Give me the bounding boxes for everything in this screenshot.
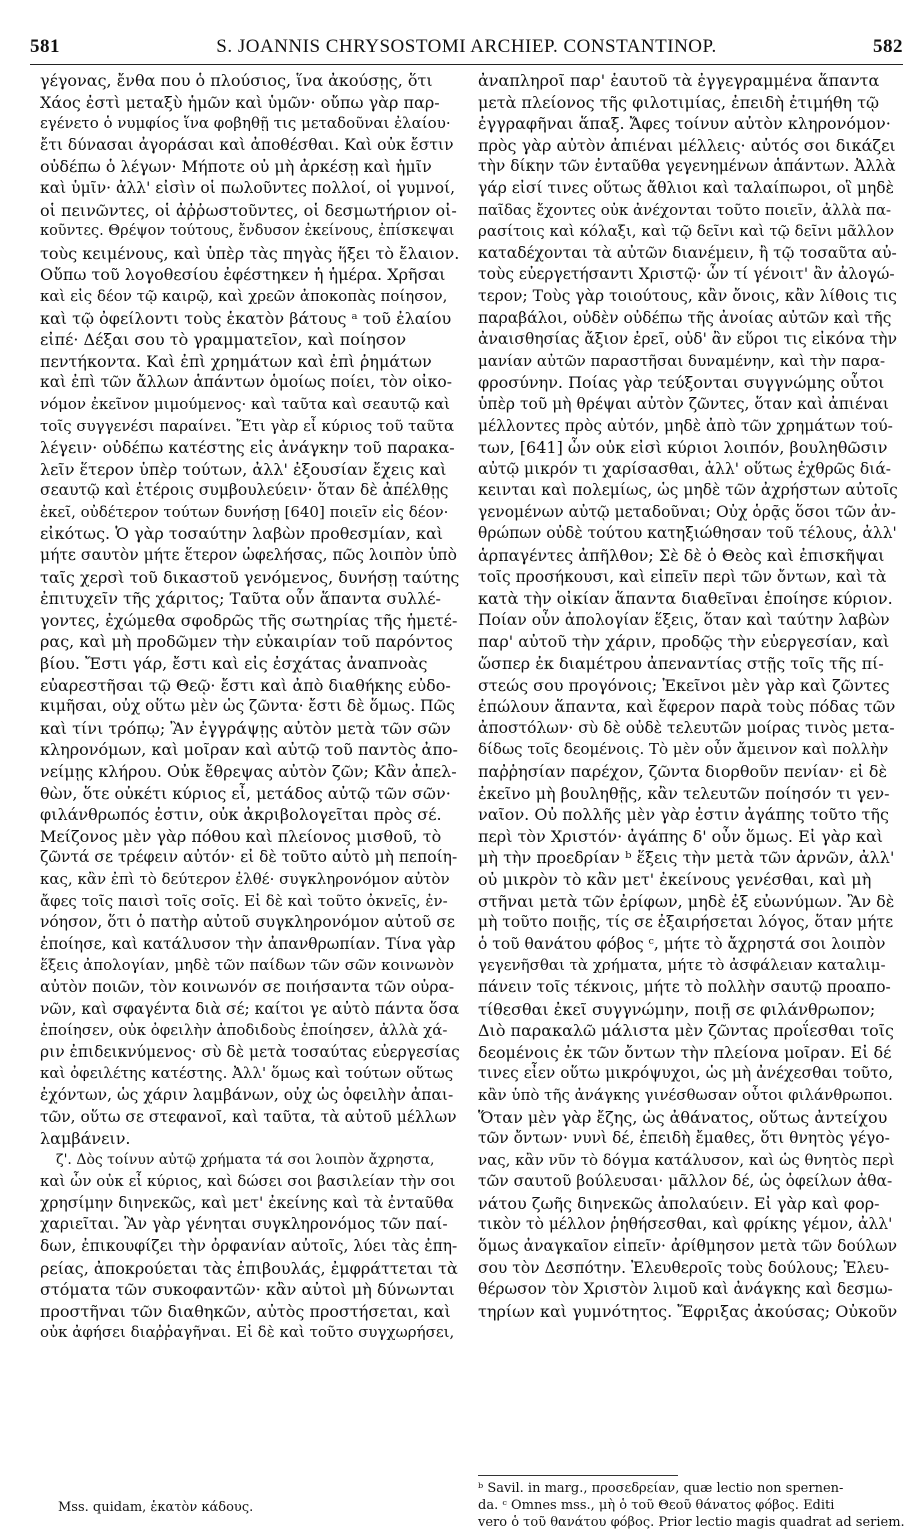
- right-column: [478, 70, 898, 1322]
- text-line: τοῖς συγγενέσι παραίνει. Ἔτι γὰρ εἶ κύριος τοῦ ταῦτα: [40, 416, 455, 435]
- text-line: καὶ τίνι τρόπῳ; Ἂν ἐγγράψῃς αὐτὸν μετὰ τῶν σῶν: [40, 718, 451, 738]
- text-line: πρὸς γὰρ αὐτὸν ἀπιέναι μέλλεις· αὐτός σοι δικάζει: [478, 135, 896, 155]
- text-line: σου τὸν Δεσπότην. Ἐλευθεροῖς τοὺς δούλους; Ἐλευ-: [478, 1258, 890, 1277]
- text-line: Μείζονος μὲν γὰρ πόθου καὶ πλείονος μισθοῦ, τὸ: [40, 826, 442, 846]
- text-line: τινες εἶεν οὕτω μικρόψυχοι, ὡς μὴ ἀνέχεσθαι τοῦτο,: [478, 1064, 894, 1083]
- text-line: λαμβάνειν.: [40, 1129, 131, 1149]
- text-line: οἱ πεινῶντες, οἱ ἀῤῥωστοῦντες, οἱ δεσμωτήριον οἰ-: [40, 200, 457, 220]
- footnote-rule: [478, 1475, 678, 1476]
- text-line: οὐδέπω ὁ λέγων· Μήποτε οὐ μὴ ἀρκέσῃ καὶ ἡμῖν: [40, 157, 432, 177]
- text-line: ἀναπληροῖ παρ' ἑαυτοῦ τὰ ἐγγεγραμμένα ἅπαντα: [478, 71, 880, 90]
- text-line: μὴ τὴν προεδρίαν ᵇ ἕξεις τὴν μετὰ τῶν ἀρνῶν, ἀλλ': [478, 848, 895, 868]
- text-line: παρ' αὐτοῦ τὴν χάριν, προδῷς τὴν εὐεργεσίαν, καὶ: [478, 632, 890, 652]
- text-line: τῶν ὄντων· νυνὶ δέ, ἐπειδὴ ἔμαθες, ὅτι θνητὸς γέγο-: [478, 1129, 890, 1148]
- text-line: Διὸ παρακαλῶ μάλιστα μὲν ζῶντας προΐεσθαι τοῖς: [478, 1021, 894, 1041]
- manuscript-note: Mss. quidam, ἑκατὸν κάδους.: [58, 1500, 254, 1515]
- text-line: βίου. Ἔστι γάρ, ἔστι καὶ εἰς ἐσχάτας ἀναπνοὰς: [40, 654, 428, 674]
- text-line: τῶν σαυτοῦ βούλευσαι· μᾶλλον δέ, ὡς ὀφείλων ἀθα-: [478, 1172, 893, 1191]
- text-line: κληρονόμων, καὶ μοῖραν καὶ αὐτῷ τοῦ παντὸς ἀπο-: [40, 740, 458, 760]
- text-line: φιλάνθρωπός ἐστιν, οὐκ ἀκριβολογεῖται πρὸς σέ.: [40, 805, 442, 825]
- text-line: φροσύνην. Ποίας γὰρ τεύξονται συγγνώμης οὗτοι: [478, 373, 885, 393]
- text-line: vero ὁ τοῦ θανάτου φόβος. Prior lectio magis quadrat ad seriem.: [478, 1515, 905, 1530]
- text-line: χαριεῖται. Ἂν γὰρ γένηται συγκληρονόμος τῶν παί-: [40, 1215, 448, 1234]
- text-line: εἰπέ· Δέξαι σου τὸ γραμματεῖον, καὶ ποίησον: [40, 330, 407, 350]
- text-line: τικὸν τὸ μέλλον ῥηθήσεσθαι, καὶ φρίκης γέμον, ἀλλ': [478, 1215, 893, 1234]
- text-line: γοντες, ἐχώμεθα σφοδρῶς τῆς σωτηρίας τῆς ἡμετέ-: [40, 610, 458, 630]
- text-line: πεντήκοντα. Καὶ ἐπὶ χρημάτων καὶ ἐπὶ ῥημάτων: [40, 351, 432, 371]
- text-line: αὐτῷ μικρόν τι χαρίσασθαι, ἀλλ' οὕτως ἐχθρῶς διά-: [478, 459, 892, 478]
- text-line: ρας, καὶ μὴ προδῶμεν τὴν εὐκαιρίαν τοῦ παρόντος: [40, 632, 453, 652]
- text-line: Χάος ἐστὶ μεταξὺ ἡμῶν καὶ ὑμῶν· οὔπω γὰρ παρ-: [40, 92, 440, 112]
- text-line: μέλλοντες πρὸς αὐτόν, μηδὲ ἀπὸ τῶν χρημάτων τού-: [478, 416, 893, 435]
- text-line: γενομένων αὐτῷ μεταδοῦναι; Οὐχ ὁρᾷς ὅσοι τῶν ἀν-: [478, 502, 896, 521]
- text-line: των, [641] ὧν οὐκ εἰσὶ κύριοι λοιπόν, βουληθῶσιν: [478, 438, 888, 458]
- text-line: ἁρπαγέντες ἀπῆλθον; Σὲ δὲ ὁ Θεὸς καὶ ἐπισκῆψαι: [478, 546, 885, 566]
- text-line: ριν ἐπιδεικνύμενος· σὺ δὲ μετὰ τοσαύτας εὐεργεσίας: [40, 1042, 460, 1061]
- text-line: Οὔπω τοῦ λογοθεσίου ἐφέστηκεν ἡ ἡμέρα. Χρῆσαι: [40, 265, 446, 285]
- text-line: στεώς σου προγόνοις; Ἐκεῖνοι μὲν γὰρ καὶ ζῶντες: [478, 675, 890, 695]
- text-line: τίθεσθαι ἐκεῖ συγγνώμην, ποιῇ σε φιλάνθρωπον;: [478, 999, 876, 1019]
- text-line: εγένετο ὁ νυμφίος ἵνα φοβηθῇ τις μεταδοῦναι ἐλαίου·: [40, 114, 451, 133]
- text-line: τῶν, οὕτω σε στεφανοῖ, καὶ ταῦτα, τὰ αὐτοῦ μέλλων: [40, 1107, 457, 1126]
- text-line: γεγενῆσθαι τὰ χρήματα, μήτε τὸ ἀσφάλειαν καταλιμ-: [478, 956, 886, 975]
- text-line: ἀποστόλων· σὺ δὲ οὐδὲ τελευτῶν μοίρας τινὸς μετα-: [478, 718, 895, 737]
- text-line: στόματα τῶν συκοφαντῶν· κἂν αὐτοὶ μὴ δύνωνται: [40, 1280, 455, 1300]
- text-line: αὐτὸν ποιῶν, τὸν κοινωνόν σε ποιήσαντα τῶν οὐρα-: [40, 977, 455, 996]
- text-line: οὐ μικρὸν τὸ κἂν μετ' ἐκείνους γενέσθαι, καὶ μὴ: [478, 869, 872, 889]
- text-line: ταῖς χερσὶ τοῦ δικαστοῦ γενόμενος, δυνήσῃ ταύτης: [40, 567, 460, 587]
- text-line: δεομένοις ἐκ τῶν ὄντων τὴν πλείονα μοῖραν. Εἰ δέ: [478, 1042, 892, 1062]
- text-line: κοῦντες. Θρέψον τούτους, ἔνδυσον ἐκείνους, ἐπίσκεψαι: [40, 223, 455, 240]
- text-line: μὴ τοῦτο ποιῇς, τίς σε ἐξαιρήσεται λόγος, ὅταν μήτε: [478, 913, 894, 932]
- text-line: νάτου ζωῆς διηνεκῶς ἀπολαύειν. Εἰ γὰρ καὶ φορ-: [478, 1193, 880, 1213]
- text-line: ρείας, ἀποκρούεται τὰς ἐπιβουλάς, ἐμφράττεται τὰ: [40, 1258, 458, 1278]
- text-line: ἕξεις ἀπολογίαν, μηδὲ τῶν παίδων τῶν σῶν κοινωνὸν: [40, 956, 455, 975]
- left-column: [40, 70, 460, 1344]
- text-line: ὑπὲρ τοῦ μὴ θρέψαι αὐτὸν ζῶντες, ὅταν καὶ ἀπιέναι: [478, 394, 889, 413]
- text-line: τοῖς προσήκουσι, καὶ εἰπεῖν περὶ τῶν ὄντων, καὶ τὰ: [478, 567, 887, 586]
- text-line: εἰκότως. Ὁ γὰρ τοσαύτην λαβὼν προθεσμίαν, καὶ: [40, 524, 444, 544]
- text-line: χρησίμην διηνεκῶς, καὶ μετ' ἐκείνης καὶ τὰ ἐνταῦθα: [40, 1193, 454, 1212]
- text-line: Ὅταν μὲν γὰρ ἔζης, ὡς ἀθάνατος, οὕτως ἀντείχου: [478, 1107, 888, 1127]
- text-line: καὶ εἰς δέον τῷ καιρῷ, καὶ χρεῶν ἀποκοπὰς ποίησον,: [40, 286, 448, 305]
- text-line: καὶ ὑμῖν· ἀλλ' εἰσὶν οἱ πωλοῦντες πολλοί, οἱ γυμνοί,: [40, 178, 456, 197]
- text-line: γέγονας, ἔνθα που ὁ πλούσιος, ἵνα ἀκούσῃς, ὅτι: [40, 71, 433, 90]
- text-line: ἀναισθησίας ἄξιον ἐρεῖ, οὐδ' ἂν εὕροι τις εἰκόνα τὴν: [478, 330, 897, 349]
- text-line: γάρ εἰσί τινες οὕτως ἄθλιοι καὶ ταλαίπωροι, οἳ μηδὲ: [478, 178, 894, 197]
- text-line: νόησον, ὅτι ὁ πατὴρ αὐτοῦ συγκληρονόμον αὐτοῦ σε: [40, 913, 455, 932]
- text-line: κας, κἂν ἐπὶ τὸ δεύτερον ἐλθέ· συγκληρονόμον αὐτὸν: [40, 869, 450, 888]
- text-line: νας, κἂν νῦν τὸ δόγμα κατάλυσον, καὶ ὡς θνητὸς περὶ: [478, 1150, 895, 1169]
- text-line: ἐχόντων, ὡς χάριν λαμβάνων, οὐχ ὡς ὀφειλὴν ἀπαι-: [40, 1085, 454, 1104]
- text-line: ἐκεῖ, οὐδέτερον τούτων δυνήσῃ [640] ποιεῖν εἰς δέον·: [40, 502, 449, 521]
- text-line: καὶ ἐπὶ τῶν ἄλλων ἁπάντων ὁμοίως ποίει, τὸν οἰκο-: [40, 373, 452, 392]
- text-line: ἐγγραφῆναι ἅπαξ. Ἄφες τοίνυν αὐτὸν κληρονόμον·: [478, 114, 891, 134]
- running-title: S. JOANNIS CHRYSOSTOMI ARCHIEP. CONSTANTINOP.: [216, 36, 717, 57]
- text-line: ρασίτοις καὶ κόλαξι, καὶ τῷ δεῖνι καὶ τῷ δεῖνι μᾶλλον: [478, 222, 895, 241]
- text-line: κιμῆσαι, οὐχ οὕτω μὲν ὡς ζῶντα· ἔστι δὲ ὅμως. Πῶς: [40, 697, 455, 716]
- text-line: δίδως τοῖς δεομένοις. Τὸ μὲν οὖν ἄμεινον καὶ πολλὴν: [478, 740, 889, 759]
- running-header: [30, 36, 903, 64]
- text-line: καὶ ὧν οὐκ εἶ κύριος, καὶ δώσει σοι βασιλείαν τὴν σοι: [40, 1172, 456, 1191]
- text-line: ἔτι δύνασαι ἀγοράσαι καὶ ἀποθέσθαι. Καὶ οὐκ ἔστιν: [40, 135, 454, 154]
- text-line: μανίαν αὐτῶν παραστῆσαι δυναμένην, καὶ τὴν παρα-: [478, 351, 886, 370]
- text-line: ἐποίησεν, οὐκ ὀφειλὴν ἀποδιδοὺς ἐποίησεν, ἀλλὰ χά-: [40, 1021, 448, 1040]
- text-line: περὶ τὸν Χριστόν· ἀγάπης δ' οὖν ὅμως. Εἰ γὰρ καὶ: [478, 826, 884, 846]
- text-line: ἐπώλουν ἅπαντα, καὶ ἔφερον παρὰ τοὺς πόδας τῶν: [478, 697, 896, 717]
- text-line: καὶ ὀφειλέτης κατέστης. Ἀλλ' ὅμως καὶ τούτων οὕτως: [40, 1064, 454, 1083]
- text-line: ᵇ Savil. in marg., προσεδρείαν, quæ lectio non spernen-: [478, 1481, 844, 1496]
- text-line: πάνειν τοῖς τέκνοις, μήτε τὸ πολλὴν σαυτῷ προαπο-: [478, 977, 891, 996]
- text-line: θέρωσον τὸν Χριστὸν λιμοῦ καὶ ἀνάγκης καὶ δεσμω-: [478, 1280, 893, 1299]
- text-line: Ποίαν οὖν ἀπολογίαν ἕξεις, ὅταν καὶ ταύτην λαβὼν: [478, 610, 890, 629]
- text-line: μήτε σαυτὸν μήτε ἕτερον ὠφελήσας, πῶς λοιπὸν ὑπὸ: [40, 546, 457, 565]
- text-line: ἐκεῖνο μὴ βουληθῇς, κἂν τελευτῶν ποίησόν τι γεν-: [478, 783, 890, 803]
- text-line: σεαυτῷ καὶ ἑτέροις συμβουλεύειν· ὅταν δὲ ἀπέλθῃς: [40, 481, 449, 500]
- text-line: ὁ τοῦ θανάτου φόβος ᶜ, μήτε τὸ ἄχρηστά σοι λοιπὸν: [478, 934, 886, 953]
- text-line: δων, ἐπικουφίζει τὴν ὀρφανίαν αὐτοῖς, λύει τὰς ἐπη-: [40, 1237, 458, 1256]
- text-line: τὴν δίκην τῶν ἐνταῦθα γεγενημένων ἁπάντων. Ἀλλὰ: [478, 157, 896, 176]
- page-number-left: 581: [30, 36, 60, 57]
- text-line: νῶν, καὶ σφαγέντα διὰ σέ; καίτοι γε αὐτὸ πάντα ὅσα: [40, 999, 460, 1018]
- text-line: θὼν, ὅτε οὐκέτι κύριος εἶ, μετάδος αὐτῷ τῶν σῶν·: [40, 783, 451, 803]
- text-line: ἐπιτυχεῖν τῆς χάριτος; Ταῦτα οὖν ἅπαντα συλλέ-: [40, 589, 441, 609]
- text-line: παῤῥησίαν παρέχον, ζῶντα διορθοῦν πενίαν· εἰ δὲ: [478, 762, 888, 781]
- text-line: οὐκ ἀφήσει διαῤῥαγῆναι. Εἰ δὲ καὶ τοῦτο συγχωρήσει,: [40, 1323, 455, 1342]
- text-line: ναῖον. Οὐ πολλῆς μὲν γὰρ ἐστιν ἀγάπης τοῦτο τῆς: [478, 805, 889, 825]
- text-line: νόμον ἐκεῖνον μιμούμενος· καὶ ταῦτα καὶ σεαυτῷ καὶ: [40, 394, 451, 413]
- text-line: τερον; Τοὺς γὰρ τοιούτους, κἂν ὄνοις, κἂν λίθοις τις: [478, 286, 897, 305]
- text-line: ἐποίησε, καὶ κατάλυσον τὴν ἀπανθρωπίαν. Τίνα γὰρ: [40, 934, 456, 953]
- text-line: νείμῃς κλήρου. Οὐκ ἔθρεψας αὐτὸν ζῶν; Κἂν ἀπελ-: [40, 762, 457, 781]
- text-line: θρώπων οὐδὲ τούτου κατηξιώθησαν τοῦ τέλους, ἀλλ': [478, 524, 897, 543]
- text-line: da. ᶜ Omnes mss., μὴ ὁ τοῦ Θεοῦ θάνατος φόβος. Editi: [478, 1498, 835, 1513]
- text-line: τοὺς εὐεργετήσαντι Χριστῷ· ὧν τί γένοιτ' ἂν ἀλογώ-: [478, 265, 895, 284]
- text-line: κατὰ τὴν οἰκίαν ἅπαντα διαθεῖναι ἐποίησε κύριον.: [478, 589, 893, 609]
- text-line: τηρίων καὶ γυμνότητος. Ἔφριξας ἀκούσας; Οὐκοῦν: [478, 1301, 898, 1321]
- text-line: καταδέχονται τὰ αὐτῶν διανέμειν, ἢ τῷ τοσαῦτα αὐ-: [478, 243, 897, 262]
- text-line: λέγειν· οὐδέπω κατέστης εἰς ἀνάγκην τοῦ παρακα-: [40, 438, 455, 458]
- header-rule: [30, 64, 903, 65]
- text-line: κεινται καὶ πολεμίως, ὡς μηδὲ τῶν ἀχρήστων αὐτοῖς: [478, 481, 898, 500]
- text-line: στῆναι μετὰ τῶν ἐρίφων, μηδὲ ἐξ εὐωνύμων. Ἂν δὲ: [478, 891, 895, 911]
- page-number-right: 582: [873, 36, 903, 57]
- footnotes: [478, 1480, 908, 1531]
- text-line: παραβάλοι, οὐδὲν οὐδέπω τῆς ἀνοίας αὐτῶν καὶ τῆς: [478, 308, 892, 327]
- text-line: εὐαρεστῆσαι τῷ Θεῷ· ἔστι καὶ ἀπὸ διαθήκης εὐδο-: [40, 675, 451, 695]
- text-line: τοὺς κειμένους, καὶ ὑπὲρ τὰς πηγὰς ἥξει τὸ ἔλαιον.: [40, 243, 460, 263]
- text-line: ζῶντά σε τρέφειν αὐτόν· εἰ δὲ τοῦτο αὐτὸ μὴ πεποίη-: [40, 848, 458, 867]
- text-line: προστῆναι τῶν διαθηκῶν, αὐτὸς προστήσεται, καὶ: [40, 1301, 451, 1321]
- text-line: καὶ τῷ ὀφείλοντι τοὺς ἑκατὸν βάτους ᵃ τοῦ ἐλαίου: [40, 308, 452, 328]
- text-line: μετὰ πλείονος τῆς φιλοτιμίας, ἐπειδὴ ἐτιμήθη τῷ: [478, 92, 880, 112]
- text-line: λεῖν ἕτερον ὑπὲρ τούτων, ἀλλ' ἐξουσίαν ἔχεις καὶ: [40, 459, 447, 479]
- text-line: παῖδας ἔχοντες οὐκ ἀνέχονται τοῦτο ποιεῖν, ἀλλὰ πα-: [478, 200, 892, 219]
- text-line: ὅμως ἀναγκαῖον εἰπεῖν· ἀρίθμησον μετὰ τῶν δούλων: [478, 1237, 898, 1256]
- text-line: ζ'. Δὸς τοίνυν αὐτῷ χρήματα τά σοι λοιπὸν ἄχρηστα,: [56, 1151, 435, 1168]
- text-line: κἂν ὑπὸ τῆς ἀνάγκης γινέσθωσαν οὗτοι φιλάνθρωποι.: [478, 1085, 893, 1104]
- text-line: ἄφες τοῖς παισὶ τοῖς σοῖς. Εἰ δὲ καὶ τοῦτο ὀκνεῖς, ἐν-: [40, 891, 448, 910]
- text-line: ὥσπερ ἐκ διαμέτρου ἀπεναντίας στῇς τοῖς τῆς πί-: [478, 654, 884, 674]
